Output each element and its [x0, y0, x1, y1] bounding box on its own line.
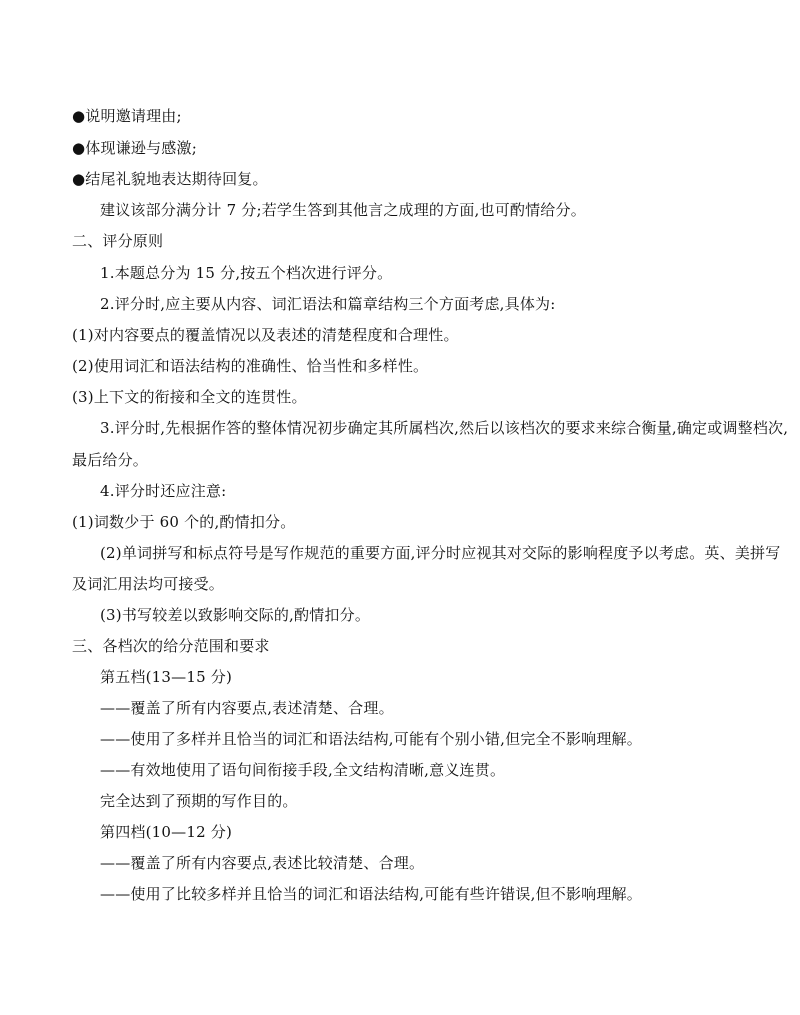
grade-criterion: ——有效地使用了语句间衔接手段,全文结构清晰,意义连贯。	[100, 761, 506, 779]
grade-criterion: ——覆盖了所有内容要点,表述比较清楚、合理。	[100, 854, 425, 872]
list-item: (3)上下文的衔接和全文的连贯性。	[72, 388, 307, 406]
grade-summary: 完全达到了预期的写作目的。	[100, 792, 298, 810]
paragraph-continuation: 及词汇用法均可接受。	[72, 575, 225, 593]
paragraph: 1.本题总分为 15 分,按五个档次进行评分。	[100, 264, 393, 282]
paragraph: 4.评分时还应注意:	[100, 482, 227, 500]
grade-heading: 第四档(10—12 分)	[100, 823, 233, 841]
paragraph: 建议该部分满分计 7 分;若学生答到其他言之成理的方面,也可酌情给分。	[100, 201, 586, 219]
paragraph-continuation: 最后给分。	[72, 451, 149, 469]
grade-criterion: ——使用了比较多样并且恰当的词汇和语法结构,可能有些许错误,但不影响理解。	[100, 885, 642, 903]
bullet-item: ●体现谦逊与感激;	[72, 139, 197, 157]
list-item: (3)书写较差以致影响交际的,酌情扣分。	[100, 606, 371, 624]
list-item: (2)使用词汇和语法结构的准确性、恰当性和多样性。	[72, 357, 429, 375]
section-heading: 二、评分原则	[72, 232, 164, 250]
bullet-item: ●说明邀请理由;	[72, 107, 182, 125]
list-item: (1)词数少于 60 个的,酌情扣分。	[72, 513, 296, 531]
bullet-item: ●结尾礼貌地表达期待回复。	[72, 170, 268, 188]
list-item: (2)单词拼写和标点符号是写作规范的重要方面,评分时应视其对交际的影响程度予以考虑。英、美拼写	[100, 544, 781, 562]
paragraph: 2.评分时,应主要从内容、词汇语法和篇章结构三个方面考虑,具体为:	[100, 295, 556, 313]
section-heading: 三、各档次的给分范围和要求	[72, 637, 270, 655]
grade-criterion: ——覆盖了所有内容要点,表述清楚、合理。	[100, 699, 394, 717]
grade-heading: 第五档(13—15 分)	[100, 668, 233, 686]
grade-criterion: ——使用了多样并且恰当的词汇和语法结构,可能有个别小错,但完全不影响理解。	[100, 730, 642, 748]
paragraph: 3.评分时,先根据作答的整体情况初步确定其所属档次,然后以该档次的要求来综合衡量,确定或调整档次,	[100, 419, 789, 437]
list-item: (1)对内容要点的覆盖情况以及表述的清楚程度和合理性。	[72, 326, 459, 344]
